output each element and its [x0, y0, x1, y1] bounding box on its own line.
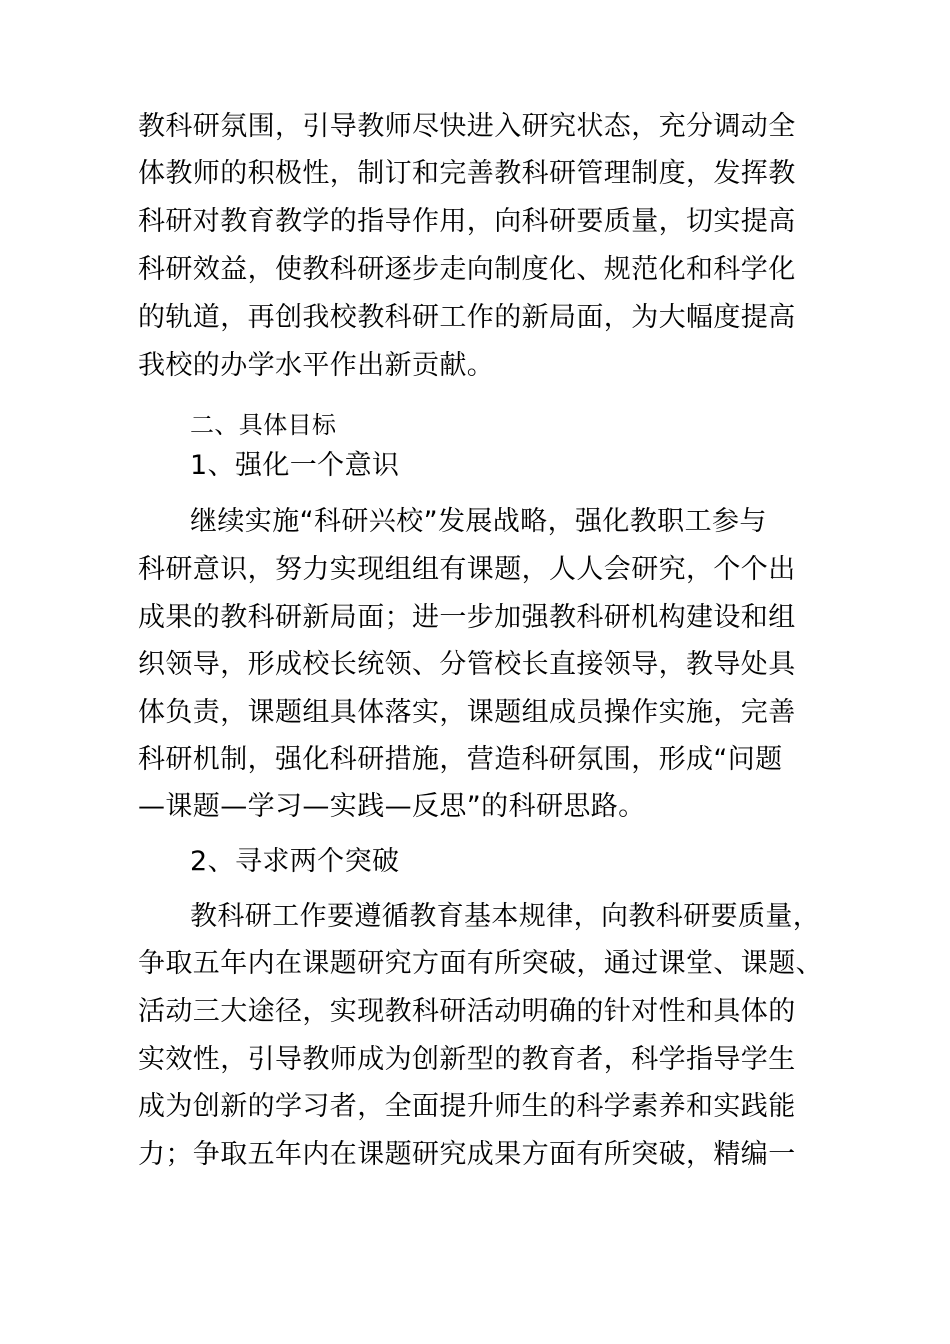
paragraph-line: 力；争取五年内在课题研究成果方面有所突破，精编一	[138, 1139, 796, 1170]
paragraph-line: 体教师的积极性，制订和完善教科研管理制度，发挥教	[138, 158, 796, 189]
paragraph-line: 活动三大途径，实现教科研活动明确的针对性和具体的	[138, 996, 796, 1027]
paragraph-line: —课题—学习—实践—反思”的科研思路。	[138, 791, 646, 822]
paragraph-line: 教科研氛围，引导教师尽快进入研究状态，充分调动全	[138, 111, 796, 142]
paragraph-line: 继续实施“科研兴校”发展战略，强化教职工参与	[190, 506, 767, 537]
paragraph-line: 织领导，形成校长统领、分管校长直接领导，教导处具	[138, 649, 796, 680]
paragraph-line: 实效性，引导教师成为创新型的教育者，科学指导学生	[138, 1044, 796, 1075]
paragraph-line: 成果的教科研新局面；进一步加强教科研机构建设和组	[138, 602, 796, 633]
paragraph-line: 科研效益，使教科研逐步走向制度化、规范化和科学化	[138, 254, 796, 285]
subsection-heading-2: 2、寻求两个突破	[190, 846, 400, 877]
subsection-heading-1: 1、强化一个意识	[190, 450, 400, 481]
paragraph-line: 体负责，课题组具体落实，课题组成员操作实施，完善	[138, 697, 796, 728]
section-heading: 二、具体目标	[190, 411, 337, 439]
paragraph-line: 教科研工作要遵循教育基本规律，向教科研要质量，	[190, 901, 821, 932]
paragraph-line: 成为创新的学习者，全面提升师生的科学素养和实践能	[138, 1091, 796, 1122]
paragraph-line: 科研机制，强化科研措施，营造科研氛围，形成“问题	[138, 744, 783, 775]
paragraph-line: 科研对教育教学的指导作用，向科研要质量，切实提高	[138, 206, 796, 237]
paragraph-line: 科研意识，努力实现组组有课题，人人会研究，个个出	[138, 554, 796, 585]
paragraph-line: 我校的办学水平作出新贡献。	[138, 350, 495, 381]
paragraph-line: 的轨道，再创我校教科研工作的新局面，为大幅度提高	[138, 302, 796, 333]
paragraph-line: 争取五年内在课题研究方面有所突破，通过课堂、课题、	[138, 948, 823, 979]
